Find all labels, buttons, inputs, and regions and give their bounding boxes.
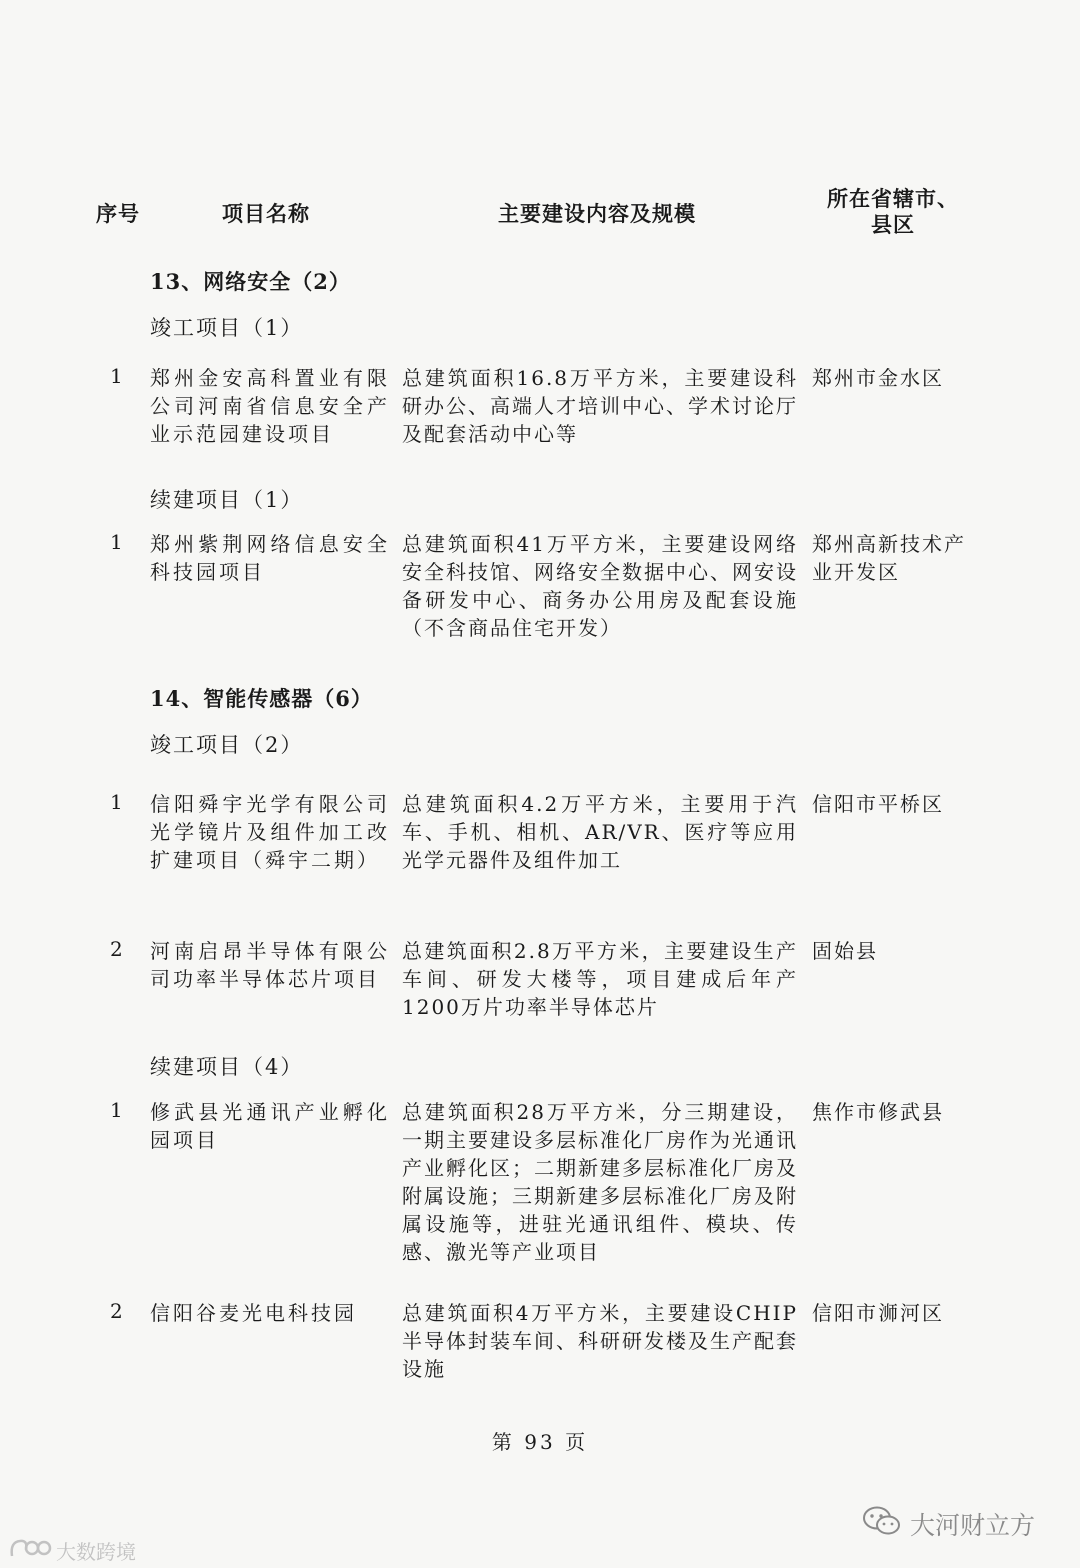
row-seq: 1 bbox=[110, 1098, 123, 1122]
group-label: 竣工项目（1） bbox=[150, 316, 304, 340]
watermark-left-text: 大数跨境 bbox=[56, 1540, 136, 1564]
header-location bbox=[818, 186, 968, 238]
watermark-left bbox=[8, 1536, 136, 1565]
logo-icon bbox=[8, 1536, 52, 1565]
wechat-icon bbox=[862, 1505, 902, 1543]
row-seq: 1 bbox=[110, 364, 123, 388]
row-name: 信阳谷麦光电科技园 bbox=[150, 1301, 357, 1325]
row-name: 修武县光通讯产业孵化园项目 bbox=[150, 1100, 390, 1152]
row-content: 总建筑面积41万平方米，主要建设网络安全科技馆、网络安全数据中心、网安设备研发中心、商务办公用房及配套设施（不含商品住宅开发） bbox=[402, 532, 798, 640]
row-location: 信阳市平桥区 bbox=[812, 792, 944, 816]
row-content: 总建筑面积4万平方米，主要建设CHIP半导体封装车间、科研研发楼及生产配套设施 bbox=[402, 1301, 798, 1381]
row-content: 总建筑面积2.8万平方米，主要建设生产车间、研发大楼等，项目建成后年产1200万片功率半导体芯片 bbox=[402, 939, 798, 1019]
watermark-right-text: 大河财立方 bbox=[910, 1511, 1036, 1540]
row-location: 郑州高新技术产业开发区 bbox=[812, 532, 966, 584]
row-seq: 2 bbox=[110, 1299, 123, 1323]
row-name: 郑州紫荆网络信息安全科技园项目 bbox=[150, 532, 390, 584]
header-location-line2: 县区 bbox=[871, 212, 915, 237]
page-number: 第 93 页 bbox=[491, 1430, 589, 1454]
section-title: 13、网络安全（2） bbox=[150, 269, 351, 294]
header-content: 主要建设内容及规模 bbox=[498, 201, 696, 226]
group-label: 竣工项目（2） bbox=[150, 733, 304, 757]
group-label: 续建项目（4） bbox=[150, 1055, 304, 1079]
row-location: 焦作市修武县 bbox=[812, 1100, 944, 1124]
watermark-right bbox=[862, 1505, 1035, 1543]
row-seq: 2 bbox=[110, 937, 123, 961]
group-label: 续建项目（1） bbox=[150, 488, 304, 512]
row-name: 河南启昂半导体有限公司功率半导体芯片项目 bbox=[150, 939, 390, 991]
row-seq: 1 bbox=[110, 790, 123, 814]
row-seq: 1 bbox=[110, 530, 123, 554]
header-seq: 序号 bbox=[96, 201, 140, 226]
header-project-name: 项目名称 bbox=[222, 201, 310, 226]
row-location: 固始县 bbox=[812, 939, 878, 963]
row-location: 信阳市浉河区 bbox=[812, 1301, 944, 1325]
row-content: 总建筑面积4.2万平方米，主要用于汽车、手机、相机、AR/VR、医疗等应用光学元器件及组件加工 bbox=[402, 792, 798, 872]
row-location: 郑州市金水区 bbox=[812, 366, 944, 390]
row-content: 总建筑面积28万平方米，分三期建设，一期主要建设多层标准化厂房作为光通讯产业孵化区；二期新建多层标准化厂房及附属设施；三期新建多层标准化厂房及附属设施等，进驻光通讯组件、模块、传感、激光等产业项目 bbox=[402, 1100, 798, 1264]
section-title: 14、智能传感器（6） bbox=[150, 686, 373, 711]
row-content: 总建筑面积16.8万平方米，主要建设科研办公、高端人才培训中心、学术讨论厅及配套活动中心等 bbox=[402, 366, 798, 446]
row-name: 郑州金安高科置业有限公司河南省信息安全产业示范园建设项目 bbox=[150, 366, 390, 446]
row-name: 信阳舜宇光学有限公司光学镜片及组件加工改扩建项目（舜宇二期） bbox=[150, 792, 390, 872]
header-location-line1: 所在省辖市、 bbox=[827, 186, 959, 211]
